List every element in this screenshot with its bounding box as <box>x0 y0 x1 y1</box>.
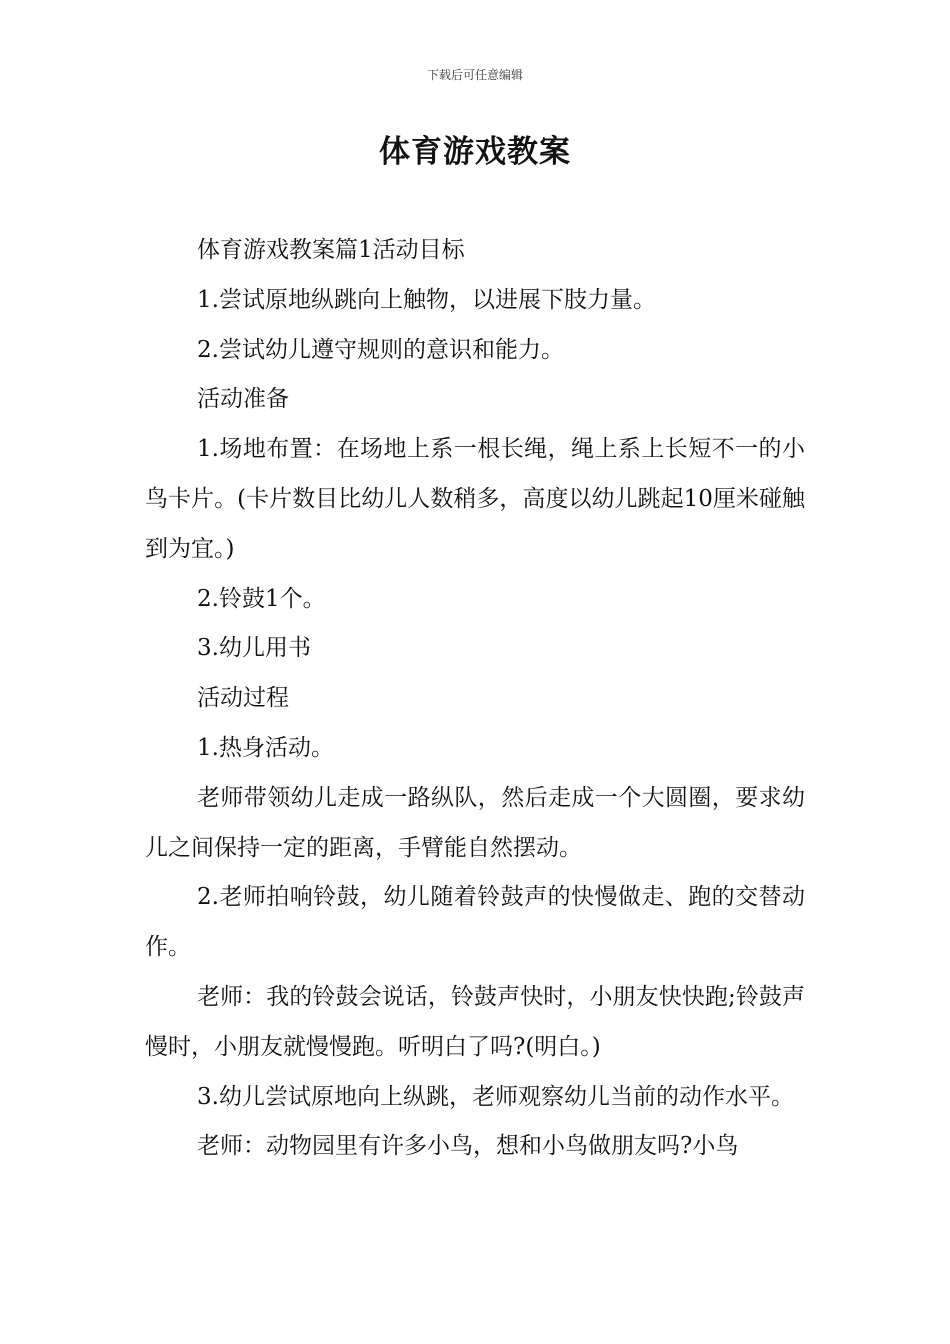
paragraph: 活动过程 <box>197 685 289 712</box>
paragraph: 2.铃鼓1个。 <box>197 585 326 612</box>
paragraph: 老师：动物园里有许多小鸟，想和小鸟做朋友吗?小鸟 <box>197 1133 739 1160</box>
paragraph: 1.场地布置：在场地上系一根长绳，绳上系上长短不一的小鸟卡片。(卡片数目比幼儿人数稍多，高度以幼儿跳起10厘米碰触到为宜。) <box>145 436 805 562</box>
paragraph: 老师带领幼儿走成一路纵队，然后走成一个大圆圈，要求幼儿之间保持一定的距离，手臂能自然摆动。 <box>145 784 805 861</box>
paragraph: 1.热身活动。 <box>197 734 334 761</box>
paragraph: 2.老师拍响铃鼓，幼儿随着铃鼓声的快慢做走、跑的交替动作。 <box>145 884 805 961</box>
paragraph: 体育游戏教案篇1活动目标 <box>197 237 465 263</box>
paragraph: 3.幼儿尝试原地向上纵跳，老师观察幼儿当前的动作水平。 <box>197 1083 794 1110</box>
paragraph: 活动准备 <box>197 386 289 413</box>
paragraph: 老师：我的铃鼓会说话，铃鼓声快时，小朋友快快跑;铃鼓声慢时，小朋友就慢慢跑。听明白了吗?(明白。) <box>145 983 805 1060</box>
header-note: 下载后可任意编辑 <box>426 68 523 82</box>
paragraph: 3.幼儿用书 <box>197 635 311 662</box>
paragraph: 2.尝试幼儿遵守规则的意识和能力。 <box>197 336 564 363</box>
document-title: 体育游戏教案 <box>379 134 571 170</box>
document-body <box>145 226 805 1172</box>
paragraph: 1.尝试原地纵跳向上触物，以进展下肢力量。 <box>197 286 656 313</box>
